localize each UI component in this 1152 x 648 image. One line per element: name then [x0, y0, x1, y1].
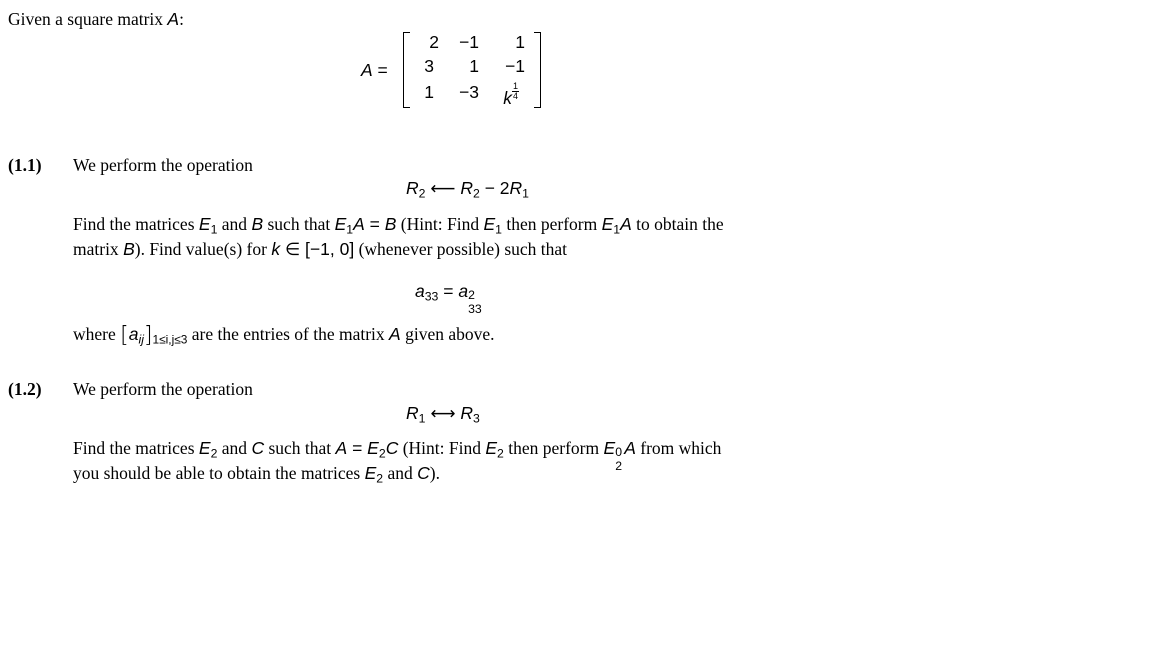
- question-1-2-line1: Find the matrices $E_2$ and C such that $A = E_2C$ (Hint: Find $E_2$ then perform E 0 2 A from which: [73, 438, 722, 473]
- matrix-cell: −3: [459, 82, 479, 102]
- matrix-cell: 3: [424, 56, 434, 76]
- matrix-a: [403, 32, 541, 106]
- right-bracket: [534, 32, 541, 108]
- question-label-1-1: (1.1): [8, 155, 42, 175]
- matrix-cell: 1: [469, 56, 479, 76]
- matrix-cell: −1: [505, 56, 525, 76]
- entry-equation: $a_{33} = a$ 2 33: [415, 281, 482, 316]
- row-operation-2: $R_1$ ⟷ $R_3$: [406, 403, 480, 426]
- left-bracket: [: [120, 323, 129, 348]
- matrix-cell: 1: [515, 32, 525, 52]
- exponent-fraction: $\frac{1}{4}$: [512, 81, 518, 101]
- equals-sign: =: [372, 60, 388, 80]
- question-1-1-intro: We perform the operation: [73, 155, 253, 175]
- right-bracket: ]: [143, 323, 153, 348]
- matrix-cell: −1: [459, 32, 479, 52]
- matrix-lhs: A =: [361, 60, 388, 80]
- question-1-1-line3: where $[a_{ij}]_{1\le i,j\le 3}$ are the entries of the matrix A given above.: [73, 323, 495, 348]
- matrix-cell: 1: [424, 82, 434, 102]
- intro-line: Given a square matrix A:: [8, 9, 184, 29]
- question-1-1-line1: Find the matrices $E_1$ and B such that $E_1A = B$ (Hint: Find $E_1$ then perform $E_1A$ to obtain the: [73, 214, 724, 237]
- question-label-1-2: (1.2): [8, 379, 42, 399]
- row-operation-1: $R_2$ ⟵ $R_2 - 2R_1$: [406, 178, 529, 201]
- question-1-1-line2: matrix B). Find value(s) for k ∈ [−1, 0] (whenever possible) such that: [73, 239, 568, 259]
- question-1-2-line2: you should be able to obtain the matrices $E_2$ and C).: [73, 463, 440, 486]
- matrix-cell: 2: [429, 32, 439, 52]
- matrix-cell-k: k $\frac{1}{4}$: [503, 81, 518, 108]
- question-1-2-intro: We perform the operation: [73, 379, 253, 399]
